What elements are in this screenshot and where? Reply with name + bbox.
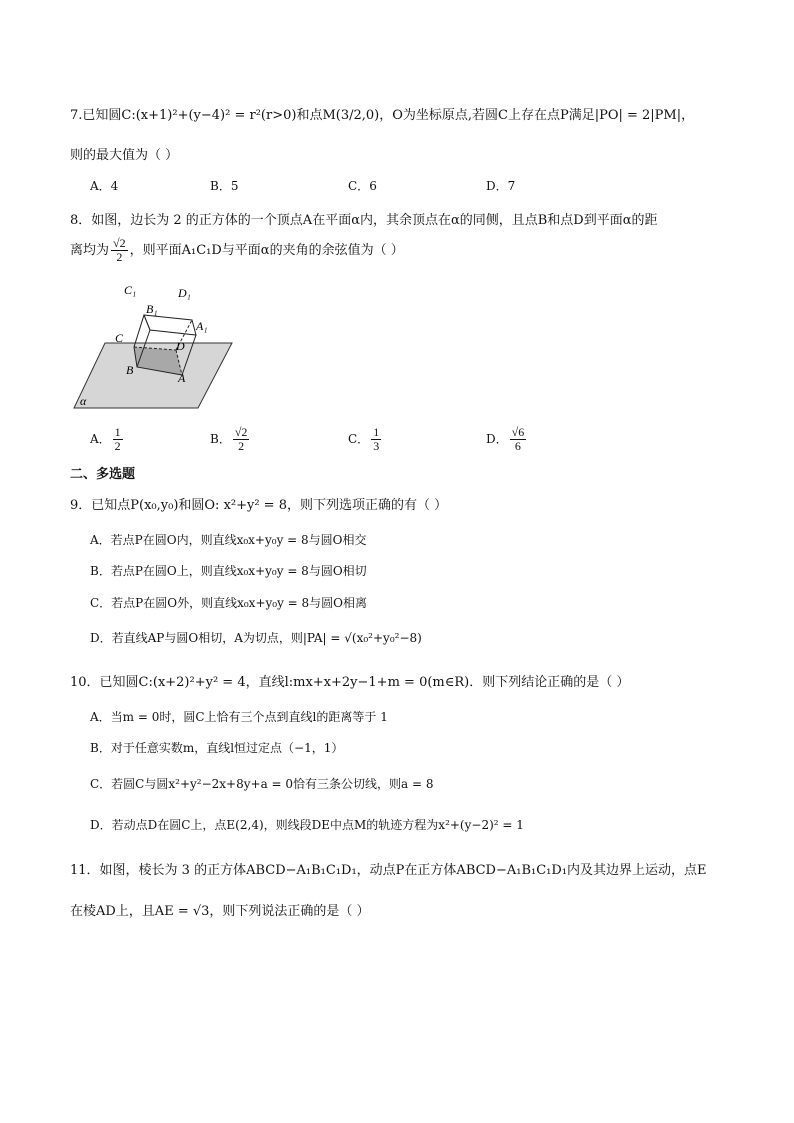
q7-option-a[interactable]: A．4	[90, 179, 119, 193]
q7-option-c[interactable]: C．6	[348, 179, 377, 193]
label-d1: D₁	[178, 286, 191, 300]
q10-stem: 10．已知圆C:(x+2)²+y² = 4，直线l:mx+x+2y−1+m = 0(m∈R)．则下列结论正确的是（ ）	[70, 675, 630, 690]
label-c: C	[115, 331, 124, 345]
label-c1: C₁	[124, 283, 137, 297]
q10-option-c[interactable]: C．若圆C与圆x²+y²−2x+8y+a = 0恰有三条公切线，则a = 8	[90, 777, 434, 791]
cube-figure	[70, 280, 240, 415]
q8-stem-line2: 离均为 $\frac{√2}{2}$ ，则平面A₁C₁D与平面α的夹角的余弦值为（ ）	[70, 236, 404, 264]
q8-option-b[interactable]: B． $\frac{√2}{2}$	[210, 425, 248, 453]
section-title: 二、多选题	[70, 467, 136, 482]
q8-option-d[interactable]: D． $\frac{√6}{6}$	[486, 425, 525, 453]
label-b: B	[126, 363, 134, 377]
q7-text: 已知圆C:(x+1)²+(y−4)² = r²(r>0)和点M(3/2,0)，O为坐标原点,若圆C上存在点P满足|PO| = 2|PM|，	[82, 108, 695, 123]
q9-stem: 9．已知点P(x₀,y₀)和圆O: x²+y² = 8，则下列选项正确的有（ ）	[70, 498, 448, 513]
q7-stem-line2: 则的最大值为（ ）	[70, 148, 179, 163]
q8-option-a[interactable]: A． $\frac{1}{2}$	[90, 425, 121, 453]
q7-number: 7.	[70, 108, 83, 123]
label-b1: B₁	[146, 302, 158, 316]
q7-option-b[interactable]: B．5	[210, 179, 239, 193]
q10-option-b[interactable]: B．对于任意实数m，直线l恒过定点（−1，1）	[90, 741, 344, 755]
q9-option-d[interactable]: D．若直线AP与圆O相切，A为切点，则|PA| = √(x₀²+y₀²−8)	[90, 631, 422, 645]
q10-option-a[interactable]: A．当m = 0时，圆C上恰有三个点到直线l的距离等于 1	[90, 710, 388, 724]
label-alpha: α	[80, 394, 87, 408]
q9-option-c[interactable]: C．若点P在圆O外，则直线x₀x+y₀y = 8与圆O相离	[90, 596, 368, 610]
q8-option-c[interactable]: C． $\frac{1}{3}$	[348, 425, 380, 453]
q8-stem-line1: 8．如图，边长为 2 的正方体的一个顶点A在平面α内，其余顶点在α的同侧，且点B和点D到平面α的距	[70, 213, 658, 228]
q7-option-d[interactable]: D．7	[486, 179, 516, 193]
label-a: A	[178, 371, 186, 385]
q8-fraction: $\frac{√2}{2}$	[113, 236, 126, 264]
q10-option-d[interactable]: D．若动点D在圆C上，点E(2,4)，则线段DE中点M的轨迹方程为x²+(y−2)² = 1	[90, 818, 524, 832]
label-d: D	[176, 339, 185, 353]
q7-stem-line1	[70, 104, 694, 123]
q11-stem-line2: 在棱AD上，且AE = √3，则下列说法正确的是（ ）	[70, 904, 370, 919]
q9-option-b[interactable]: B．若点P在圆O上，则直线x₀x+y₀y = 8与圆O相切	[90, 564, 367, 578]
q9-option-a[interactable]: A．若点P在圆O内，则直线x₀x+y₀y = 8与圆O相交	[90, 533, 367, 547]
q11-stem-line1: 11．如图，棱长为 3 的正方体ABCD−A₁B₁C₁D₁，动点P在正方体ABCD−A₁B₁C₁D₁内及其边界上运动，点E	[70, 863, 707, 878]
label-a1: A₁	[196, 319, 208, 333]
